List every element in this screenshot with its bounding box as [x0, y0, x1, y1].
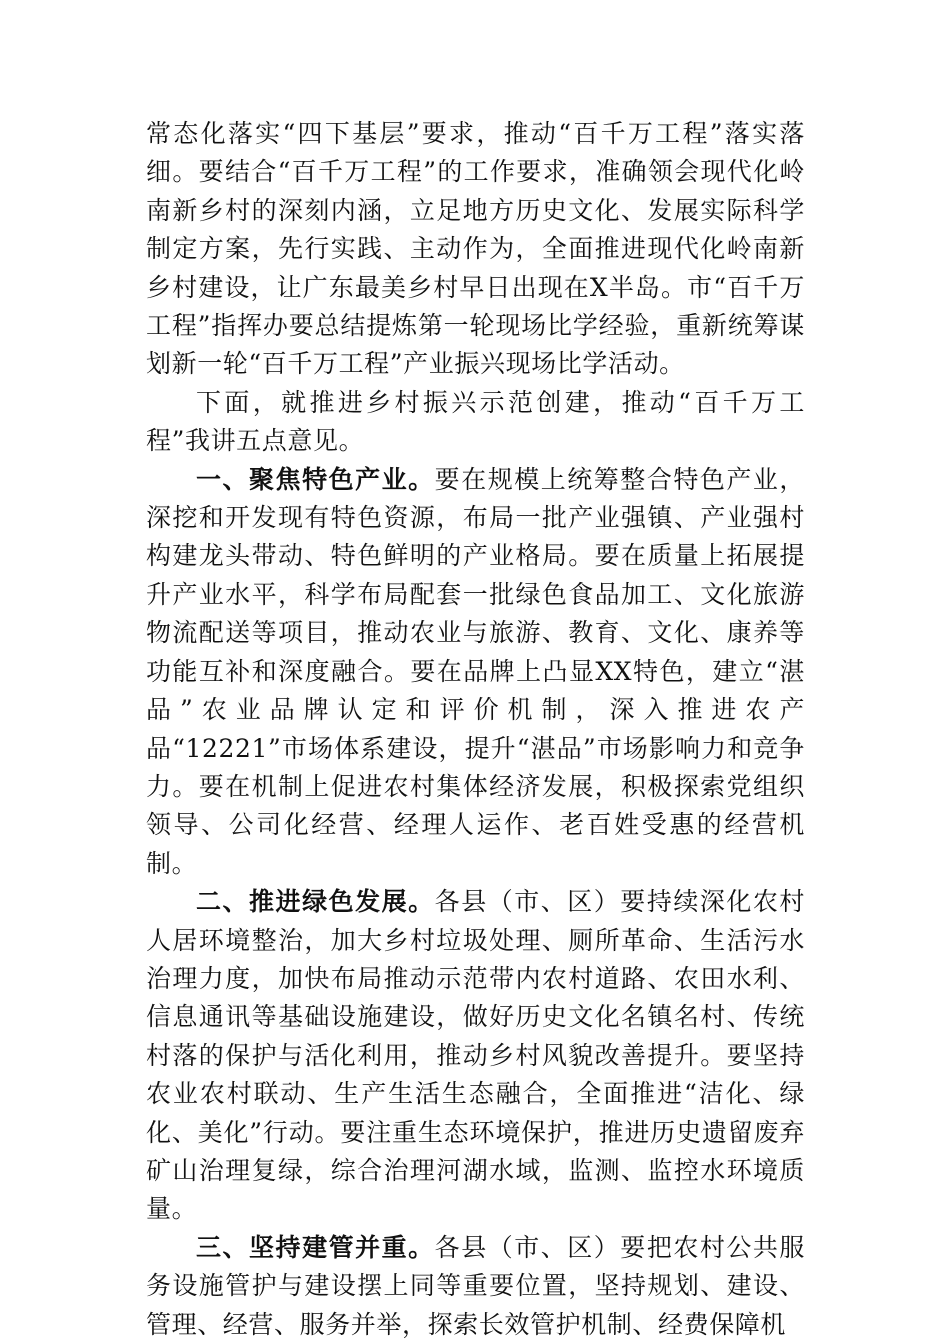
paragraph-text: 常态化落实“四下基层”要求，推动“百千万工程”落实落细。要结合“百千万工程”的工作要求，准确领会现代化岭南新乡村的深刻内涵，立足地方历史文化、发展实际科学制定方案，先行实践、主动作为，全面推进现代化岭南新乡村建设，让广东最美乡村早日出现在X半岛。市“百千万工程”指挥办要总结提炼第一轮现场比学经验，重新统筹谋划新一轮“百千万工程”产业振兴现场比学活动。 — [146, 119, 805, 379]
section-heading: 三、坚持建管并重。 — [196, 1232, 435, 1262]
paragraph-continuation — [146, 115, 805, 384]
paragraph-text: 各县（市、区）要把农村公共服务设施管护与建设摆上同等重要位置，坚持规划、建设、管理、经营、服务并举，探索长效管护机制、经费保障机 — [146, 1232, 806, 1339]
paragraph-text: 各县（市、区）要持续深化农村人居环境整治，加大乡村垃圾处理、厕所革命、生活污水治理力度，加快布局推动示范带内农村道路、农田水利、信息通讯等基础设施建设，做好历史文化名镇名村、传统村落的保护与活化利用，推动乡村风貌改善提升。要坚持农业农村联动、生产生活生态融合，全面推进“洁化、绿化、美化”行动。要注重生态环境保护，推进历史遗留废弃矿山治理复绿，综合治理河湖水域，监测、监控水环境质量。 — [146, 887, 806, 1224]
paragraph-section-1 — [146, 461, 805, 883]
paragraph-intro — [146, 384, 805, 461]
paragraph-text: 要在规模上统筹整合特色产业，深挖和开发现有特色资源，布局一批产业强镇、产业强村构建龙头带动、特色鲜明的产业格局。要在质量上拓展提升产业水平，科学布局配套一批绿色食品加工、文化旅游物流配送等项目，推动农业与旅游、教育、文化、康养等功能互补和深度融合。要在品牌上凸显XX特色，建立“湛品”农业品牌认定和评价机制，深入推进农产品“12221”市场体系建设，提升“湛品”市场影响力和竞争力。要在机制上促进农村集体经济发展，积极探索党组织领导、公司化经营、经理人运作、老百姓受惠的经营机制。 — [146, 464, 806, 878]
document-body — [146, 115, 805, 1344]
paragraph-section-2 — [146, 883, 805, 1229]
section-heading: 二、推进绿色发展。 — [196, 887, 435, 917]
paragraph-text: 下面，就推进乡村振兴示范创建，推动“百千万工程”我讲五点意见。 — [146, 387, 805, 456]
paragraph-section-3 — [146, 1229, 805, 1344]
section-heading: 一、聚焦特色产业。 — [196, 464, 435, 494]
